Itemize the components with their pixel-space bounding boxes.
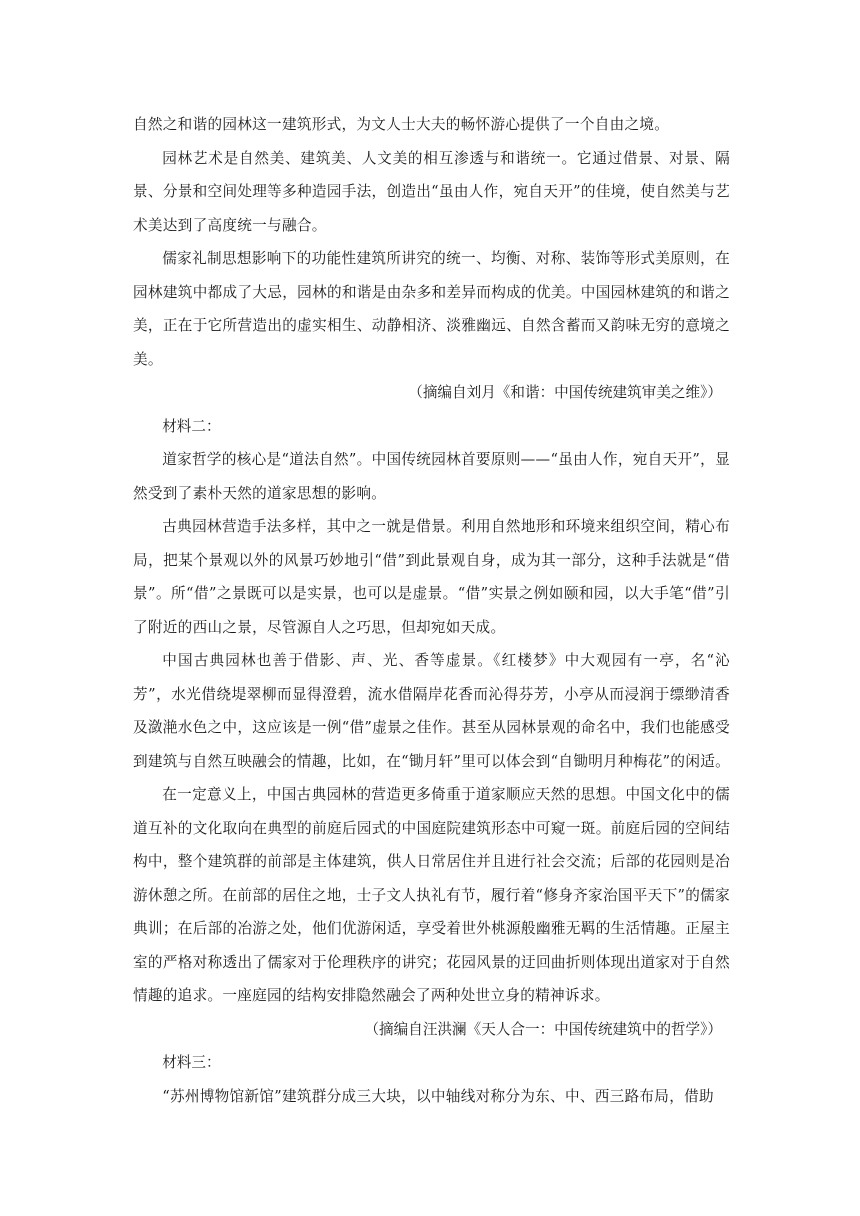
- paragraph-borrowed-scenery: 古典园林营造手法多样，其中之一就是借景。利用自然地形和环境来组织空间，精心布局，把某个景观以外的风景巧妙地引“借”到此景观自身，成为其一部分，这种手法就是“借景”。所“借”之景既可以是实景，也可以是虚景。“借”实景之例如颐和园，以大手笔“借”引了附近的西山之景，尽管源自人之巧思，但却宛如天成。: [133, 518, 730, 636]
- source-citation-2: （摘编自汪洪澜《天人合一：中国传统建筑中的哲学》）: [364, 1020, 722, 1038]
- paragraph-continuation: 自然之和谐的园林这一建筑形式，为文人士大夫的畅怀游心提供了一个自由之境。: [133, 116, 670, 133]
- material-two-label: 材料二：: [162, 417, 221, 435]
- paragraph-taoist-core: 道家哲学的核心是“道法自然”。中国传统园林首要原则——“虽由人作，宛自天开”，显然受到了素朴天然的道家思想的影响。: [133, 451, 730, 502]
- paragraph-confucian-ritual: 儒家礼制思想影响下的功能性建筑所讲究的统一、均衡、对称、装饰等形式美原则，在园林建筑中都成了大忌，园林的和谐是由杂多和差异而构成的优美。中国园林建筑的和谐之美，正在于它所营造出的虚实相生、动静相济、淡雅幽远、自然含蓄而又韵味无穷的意境之美。: [133, 250, 730, 368]
- document-page: [133, 108, 730, 1113]
- material-three-label: 材料三：: [162, 1054, 221, 1071]
- paragraph-virtual-scenery: 中国古典园林也善于借影、声、光、香等虚景。《红楼梦》中大观园有一亭，名“沁芳”，水光借绕堤翠柳而显得澄碧，流水借隔岸花香而沁得芬芳，小亭从而浸润于缥缈清香及潋滟水色之中，这应该是一例“借”虚景之佳作。甚至从园林景观的命名中，我们也能感受到建筑与自然互映融会的情趣，比如，在“锄月轩”里可以体会到“自锄明月种梅花”的闲适。: [133, 652, 731, 770]
- paragraph-suzhou-museum: “苏州博物馆新馆”建筑群分成三大块，以中轴线对称分为东、中、西三路布局，借助: [162, 1087, 714, 1105]
- paragraph-confucian-taoist: 在一定意义上，中国古典园林的营造更多倚重于道家顺应天然的思想。中国文化中的儒道互补的文化取向在典型的前庭后园式的中国庭院建筑形态中可窥一斑。前庭后园的空间结构中，整个建筑群的前部是主体建筑，供人日常居住并且进行社会交流；后部的花园则是冶游休憩之所。在前部的居住之地，士子文人执礼有节，履行着“修身齐家治国平天下”的儒家典训；在后部的冶游之处，他们优游闲适，享受着世外桃源般幽雅无羁的生活情趣。正屋主室的严格对称透出了儒家对于伦理秩序的讲究；花园风景的迂回曲折则体现出道家对于自然情趣的追求。一座庭园的结构安排隐然融会了两种处世立身的精神诉求。: [133, 786, 730, 1004]
- source-citation-1: （摘编自刘月《和谐：中国传统建筑审美之维》）: [408, 384, 722, 401]
- paragraph-garden-art: 园林艺术是自然美、建筑美、人文美的相互渗透与和谐统一。它通过借景、对景、隔景、分景和空间处理等多种造园手法，创造出“虽由人作，宛自天开”的佳境，使自然美与艺术美达到了高度统一与融合。: [133, 149, 730, 234]
